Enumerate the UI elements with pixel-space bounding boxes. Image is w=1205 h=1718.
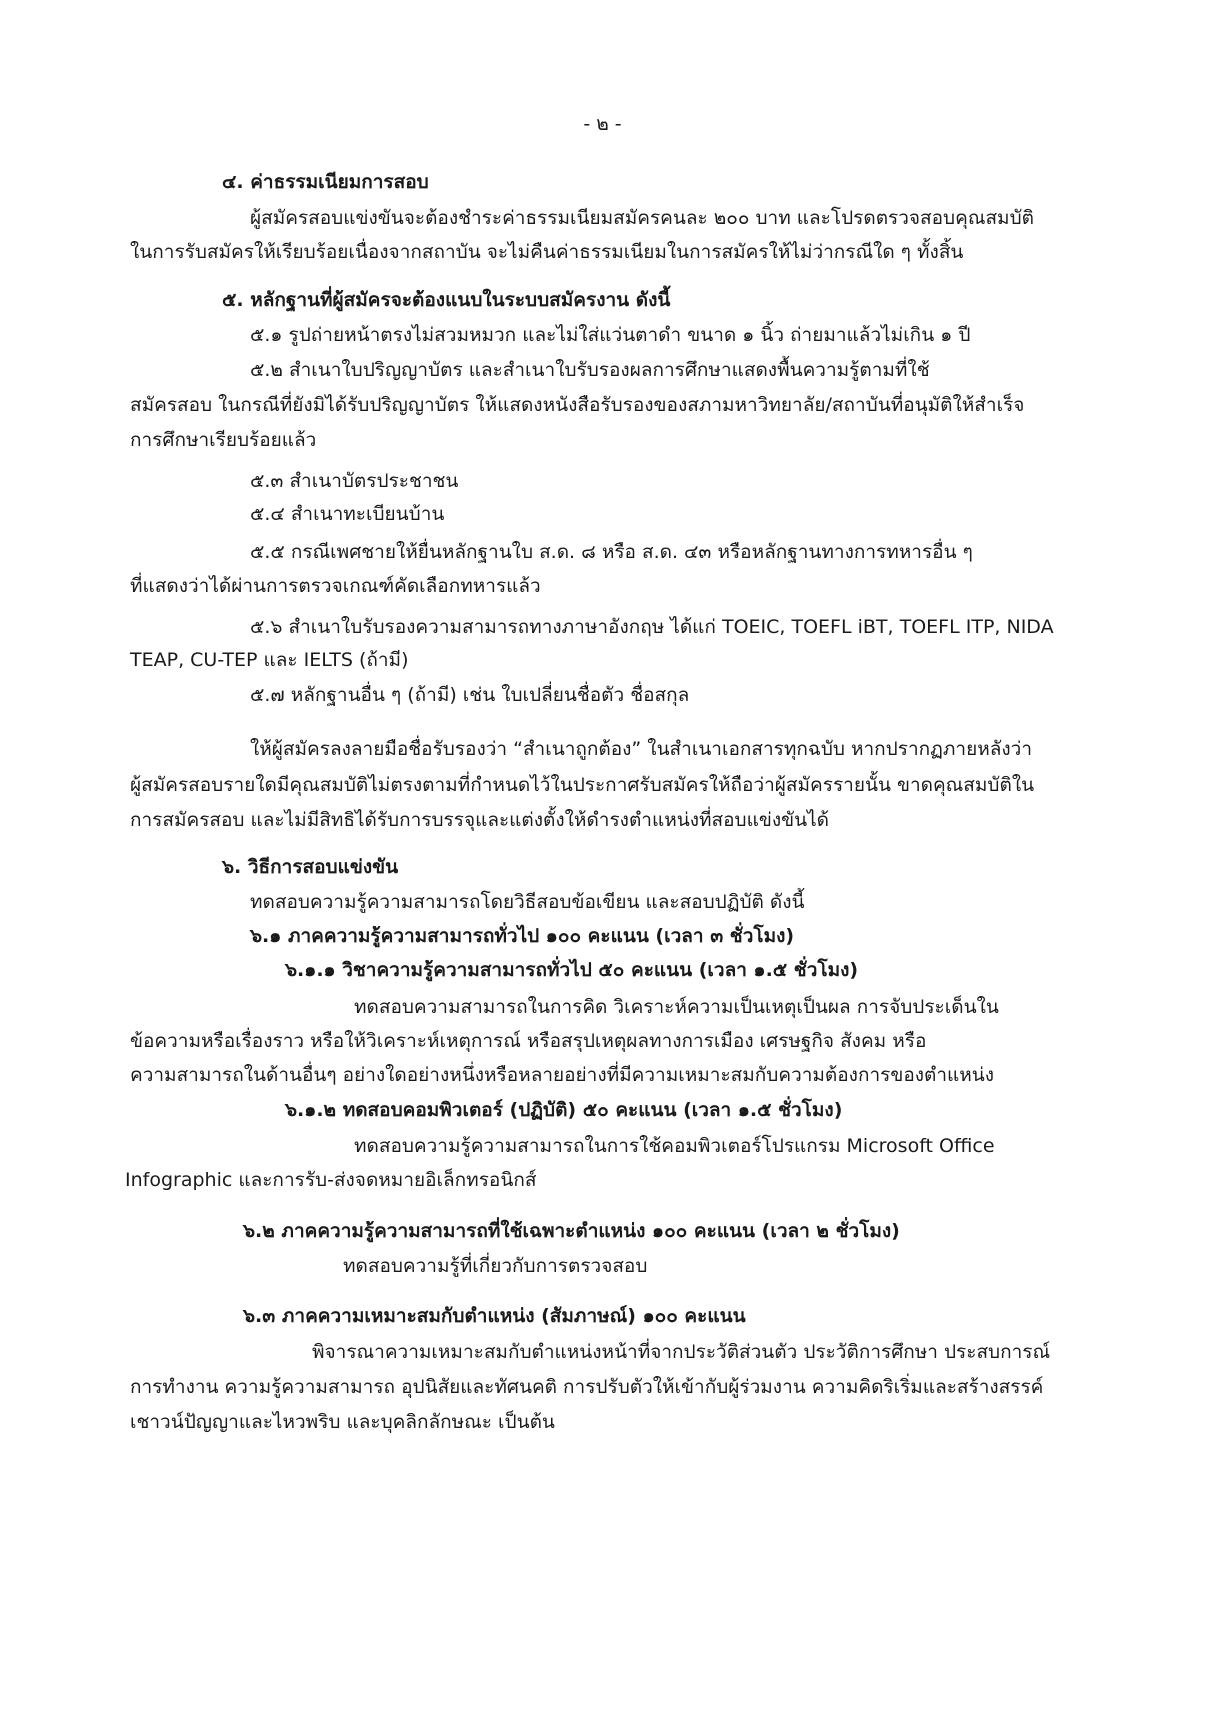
section-6-1-1-line: ความสามารถในด้านอื่นๆ อย่างใดอย่างหนึ่งหรือหลายอย่างที่มีความเหมาะสมกับความต้องการของตำแหน่ง	[130, 1064, 995, 1086]
section-5-item: ๕.๒ สำเนาใบปริญญาบัตร และสำเนาใบรับรองผลการศึกษาแสดงพื้นความรู้ตามที่ใช้	[250, 359, 930, 381]
section-6-1-heading: ๖.๑ ภาคความรู้ความสามารถทั่วไป ๑๐๐ คะแนน (เวลา ๓ ชั่วโมง)	[250, 925, 795, 947]
section-5-item: สมัครสอบ ในกรณีที่ยังมิได้รับปริญญาบัตร ให้แสดงหนังสือรับรองของสภามหาวิทยาลัย/สถาบันที่อนุมัติให้สำเร็จ	[130, 394, 1025, 416]
section-5-item: ๕.๓ สำเนาบัตรประชาชน	[250, 470, 459, 492]
section-6-2-heading: ๖.๒ ภาคความรู้ความสามารถที่ใช้เฉพาะตำแหน่ง ๑๐๐ คะแนน (เวลา ๒ ชั่วโมง)	[243, 1220, 900, 1242]
section-6-3-line: เชาวน์ปัญญาและไหวพริบ และบุคลิกลักษณะ เป็นต้น	[130, 1411, 555, 1433]
section-5-item: ๕.๗ หลักฐานอื่น ๆ (ถ้ามี) เช่น ใบเปลี่ยนชื่อตัว ชื่อสกุล	[250, 684, 690, 706]
section-5-item: TEAP, CU-TEP และ IELTS (ถ้ามี)	[130, 649, 409, 671]
section-6-3-line: พิจารณาความเหมาะสมกับตำแหน่งหน้าที่จากประวัติส่วนตัว ประวัติการศึกษา ประสบการณ์	[312, 1341, 1051, 1363]
section-4-line: ในการรับสมัครให้เรียบร้อยเนื่องจากสถาบัน จะไม่คืนค่าธรรมเนียมในการสมัครให้ไม่ว่ากรณีใด ๆ ทั้งสิ้น	[130, 241, 964, 263]
section-4-heading: ๔. ค่าธรรมเนียมการสอบ	[222, 171, 429, 193]
section-5-item: ๕.๑ รูปถ่ายหน้าตรงไม่สวมหมวก และไม่ใส่แว่นตาดำ ขนาด ๑ นิ้ว ถ่ายมาแล้วไม่เกิน ๑ ปี	[250, 324, 971, 346]
section-6-3-heading: ๖.๓ ภาคความเหมาะสมกับตำแหน่ง (สัมภาษณ์) ๑๐๐ คะแนน	[243, 1305, 746, 1327]
section-6-2-line: ทดสอบความรู้ที่เกี่ยวกับการตรวจสอบ	[343, 1255, 648, 1277]
section-6-intro: ทดสอบความรู้ความสามารถโดยวิธีสอบข้อเขียน และสอบปฏิบัติ ดังนี้	[250, 891, 805, 913]
section-6-1-1-line: ข้อความหรือเรื่องราว หรือให้วิเคราะห์เหตุการณ์ หรือสรุปเหตุผลทางการเมือง เศรษฐกิจ สังคม หรือ	[130, 1030, 927, 1052]
page-number: - ๒ -	[583, 113, 622, 135]
section-5-item: ๕.๖ สำเนาใบรับรองความสามารถทางภาษาอังกฤษ ได้แก่ TOEIC, TOEFL iBT, TOEFL ITP, NIDA	[250, 616, 1054, 638]
section-6-1-2-line: Infographic และการรับ-ส่งจดหมายอิเล็กทรอนิกส์	[125, 1169, 537, 1191]
section-4-line: ผู้สมัครสอบแข่งขันจะต้องชำระค่าธรรมเนียมสมัครคนละ ๒๐๐ บาท และโปรดตรวจสอบคุณสมบัติ	[250, 207, 1034, 229]
section-6-heading: ๖. วิธีการสอบแข่งขัน	[222, 856, 399, 878]
section-5-note: ให้ผู้สมัครลงลายมือชื่อรับรองว่า “สำเนาถูกต้อง” ในสำเนาเอกสารทุกฉบับ หากปรากฏภายหลังว่า	[250, 738, 1032, 760]
section-5-item: การศึกษาเรียบร้อยแล้ว	[130, 429, 317, 451]
section-5-item: ๕.๔ สำเนาทะเบียนบ้าน	[250, 503, 445, 525]
section-5-note: การสมัครสอบ และไม่มีสิทธิได้รับการบรรจุและแต่งตั้งให้ดำรงตำแหน่งที่สอบแข่งขันได้	[130, 809, 829, 831]
section-5-note: ผู้สมัครสอบรายใดมีคุณสมบัติไม่ตรงตามที่กำหนดไว้ในประกาศรับสมัครให้ถือว่าผู้สมัครรายนั้น ขาดคุณสมบัติใน	[130, 774, 1035, 796]
section-5-heading: ๕. หลักฐานที่ผู้สมัครจะต้องแนบในระบบสมัครงาน ดังนี้	[222, 289, 671, 311]
section-5-item: ที่แสดงว่าได้ผ่านการตรวจเกณฑ์คัดเลือกทหารแล้ว	[130, 575, 541, 597]
section-6-1-1-line: ทดสอบความสามารถในการคิด วิเคราะห์ความเป็นเหตุเป็นผล การจับประเด็นใน	[354, 996, 999, 1018]
section-6-1-2-heading: ๖.๑.๒ ทดสอบคอมพิวเตอร์ (ปฏิบัติ) ๕๐ คะแนน (เวลา ๑.๕ ชั่วโมง)	[285, 1099, 843, 1121]
section-6-3-line: การทำงาน ความรู้ความสามารถ อุปนิสัยและทัศนคติ การปรับตัวให้เข้ากับผู้ร่วมงาน ความคิดริเริ่มและสร้างสรรค์	[130, 1376, 1044, 1398]
section-6-1-1-heading: ๖.๑.๑ วิชาความรู้ความสามารถทั่วไป ๕๐ คะแนน (เวลา ๑.๕ ชั่วโมง)	[285, 959, 859, 981]
section-5-item: ๕.๕ กรณีเพศชายให้ยื่นหลักฐานใบ ส.ด. ๘ หรือ ส.ด. ๔๓ หรือหลักฐานทางการทหารอื่น ๆ	[250, 541, 973, 563]
section-6-1-2-line: ทดสอบความรู้ความสามารถในการใช้คอมพิวเตอร์โปรแกรม Microsoft Office	[354, 1135, 995, 1157]
